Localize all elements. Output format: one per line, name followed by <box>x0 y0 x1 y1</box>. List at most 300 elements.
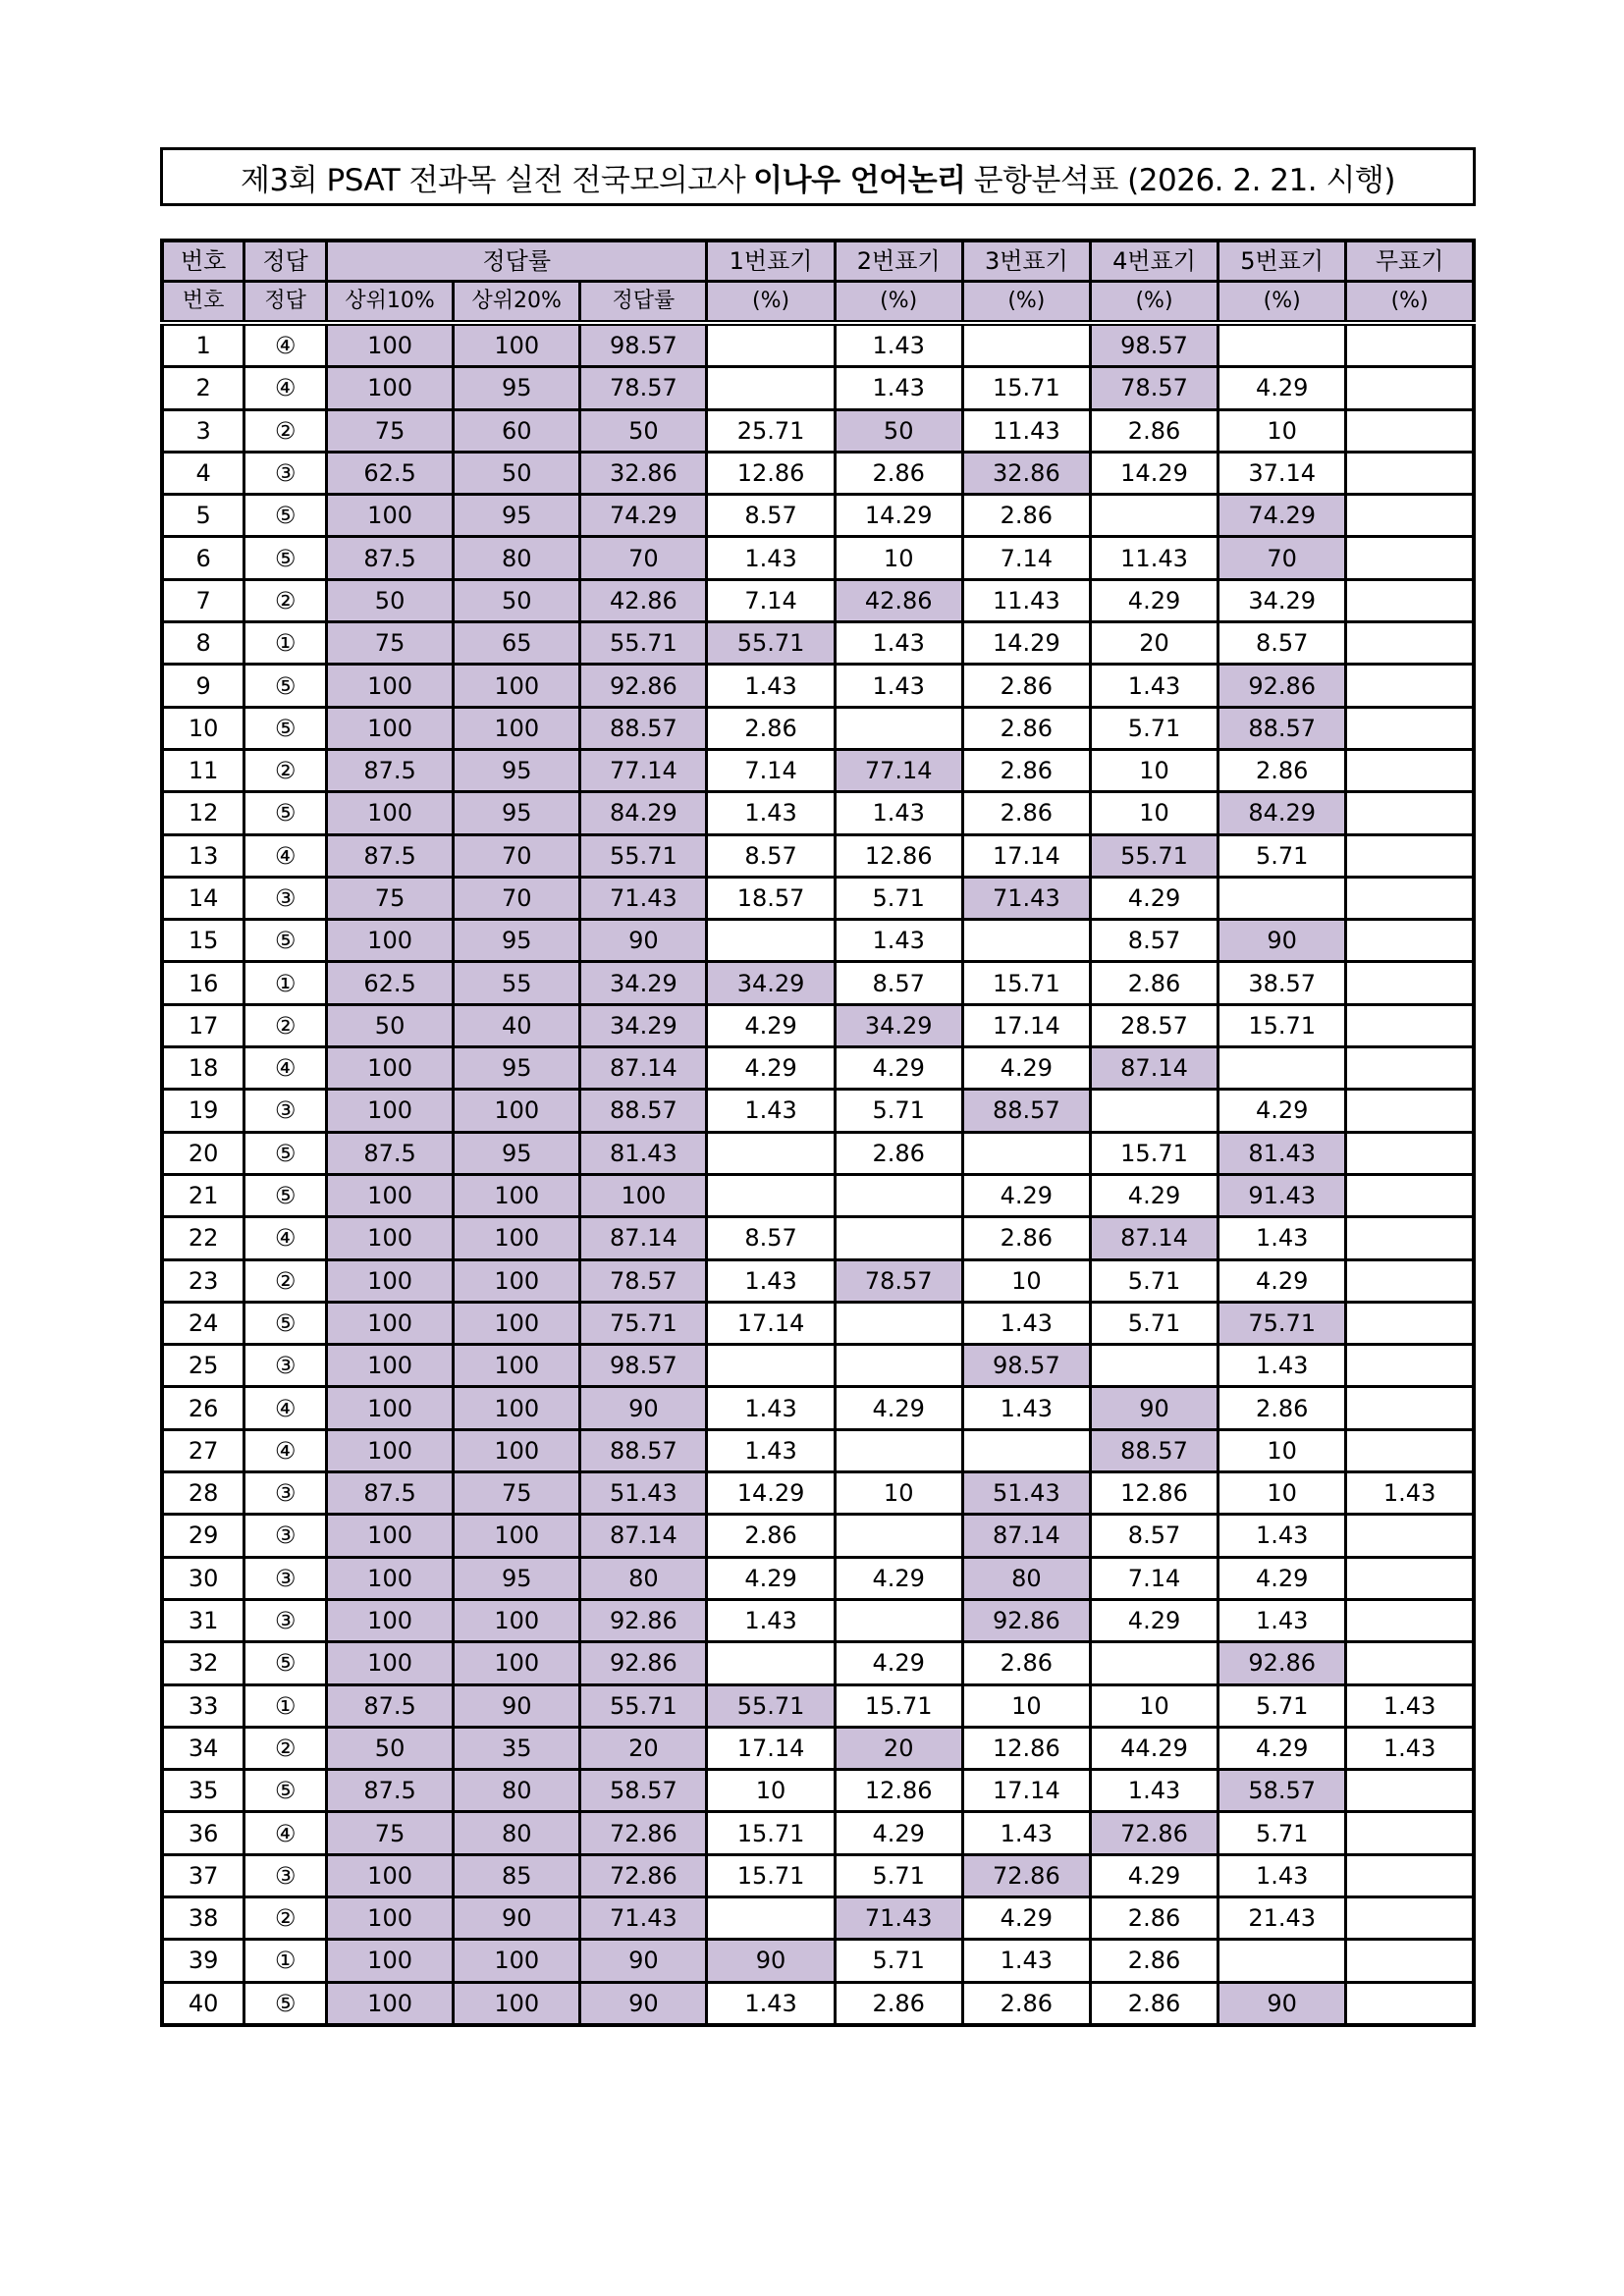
top10-rate: 87.5 <box>327 1770 454 1812</box>
top10-rate: 100 <box>327 1599 454 1641</box>
correct-answer: ⑤ <box>244 1132 327 1174</box>
choice-4-pct: 2.86 <box>1090 1940 1218 1982</box>
choice-3-pct: 87.14 <box>962 1515 1090 1557</box>
table-row <box>162 1642 1474 1684</box>
choice-5-pct: 21.43 <box>1218 1896 1346 1939</box>
choice-4-pct: 2.86 <box>1090 1896 1218 1939</box>
choice-1-pct: 17.14 <box>707 1727 835 1769</box>
choice-5-pct <box>1218 323 1346 367</box>
question-number: 21 <box>162 1174 244 1216</box>
header-no-mark-pct: (%) <box>1346 282 1474 324</box>
top20-rate: 70 <box>454 877 580 919</box>
choice-4-pct: 78.57 <box>1090 367 1218 409</box>
table-body <box>162 323 1474 2025</box>
correct-rate: 98.57 <box>580 1345 707 1387</box>
choice-3-pct: 2.86 <box>962 749 1090 791</box>
choice-4-pct: 4.29 <box>1090 1174 1218 1216</box>
question-number: 26 <box>162 1387 244 1429</box>
choice-3-pct <box>962 1429 1090 1471</box>
choice-3-pct: 2.86 <box>962 665 1090 707</box>
choice-5-pct: 92.86 <box>1218 665 1346 707</box>
top20-rate: 100 <box>454 1217 580 1259</box>
choice-3-pct: 17.14 <box>962 834 1090 877</box>
choice-2-pct: 10 <box>835 537 962 579</box>
no-mark-pct <box>1346 622 1474 665</box>
choice-5-pct: 91.43 <box>1218 1174 1346 1216</box>
question-number: 1 <box>162 323 244 367</box>
choice-1-pct <box>707 323 835 367</box>
question-number: 22 <box>162 1217 244 1259</box>
table-row <box>162 749 1474 791</box>
top20-rate: 100 <box>454 1429 580 1471</box>
top20-rate: 80 <box>454 1770 580 1812</box>
no-mark-pct <box>1346 1302 1474 1344</box>
question-number: 24 <box>162 1302 244 1344</box>
top10-rate: 100 <box>327 1940 454 1982</box>
choice-5-pct: 10 <box>1218 1472 1346 1515</box>
choice-2-pct: 34.29 <box>835 1004 962 1046</box>
choice-3-pct: 2.86 <box>962 792 1090 834</box>
no-mark-pct <box>1346 1896 1474 1939</box>
choice-4-pct: 28.57 <box>1090 1004 1218 1046</box>
table-row <box>162 834 1474 877</box>
header-choice-4-pct: (%) <box>1090 282 1218 324</box>
table-row <box>162 495 1474 537</box>
correct-rate: 78.57 <box>580 367 707 409</box>
choice-2-pct: 12.86 <box>835 1770 962 1812</box>
no-mark-pct <box>1346 579 1474 621</box>
choice-2-pct: 2.86 <box>835 1982 962 2025</box>
choice-5-pct: 92.86 <box>1218 1642 1346 1684</box>
question-number: 6 <box>162 537 244 579</box>
choice-2-pct <box>835 1217 962 1259</box>
top10-rate: 100 <box>327 665 454 707</box>
choice-3-pct: 1.43 <box>962 1302 1090 1344</box>
table-row <box>162 1302 1474 1344</box>
choice-4-pct: 87.14 <box>1090 1047 1218 1090</box>
choice-1-pct: 1.43 <box>707 1599 835 1641</box>
table-row <box>162 323 1474 367</box>
choice-4-pct: 11.43 <box>1090 537 1218 579</box>
correct-answer: ② <box>244 1259 327 1302</box>
top20-rate: 100 <box>454 1345 580 1387</box>
choice-4-pct: 98.57 <box>1090 323 1218 367</box>
choice-4-pct: 1.43 <box>1090 1770 1218 1812</box>
choice-5-pct: 84.29 <box>1218 792 1346 834</box>
correct-rate: 55.71 <box>580 1684 707 1727</box>
top20-rate: 100 <box>454 323 580 367</box>
correct-rate: 87.14 <box>580 1047 707 1090</box>
choice-3-pct: 98.57 <box>962 1345 1090 1387</box>
choice-5-pct: 74.29 <box>1218 495 1346 537</box>
choice-1-pct: 10 <box>707 1770 835 1812</box>
question-number: 14 <box>162 877 244 919</box>
no-mark-pct <box>1346 1047 1474 1090</box>
choice-3-pct: 92.86 <box>962 1599 1090 1641</box>
item-analysis-table <box>160 239 1476 2027</box>
choice-5-pct: 10 <box>1218 409 1346 452</box>
correct-answer: ② <box>244 409 327 452</box>
correct-answer: ④ <box>244 1217 327 1259</box>
correct-answer: ⑤ <box>244 792 327 834</box>
no-mark-pct: 1.43 <box>1346 1684 1474 1727</box>
choice-4-pct: 7.14 <box>1090 1557 1218 1599</box>
top10-rate: 75 <box>327 877 454 919</box>
choice-3-pct: 11.43 <box>962 579 1090 621</box>
top10-rate: 100 <box>327 707 454 749</box>
correct-rate: 71.43 <box>580 877 707 919</box>
top20-rate: 100 <box>454 1642 580 1684</box>
no-mark-pct <box>1346 1812 1474 1854</box>
top20-rate: 100 <box>454 1302 580 1344</box>
correct-answer: ③ <box>244 1515 327 1557</box>
question-number: 2 <box>162 367 244 409</box>
no-mark-pct <box>1346 1940 1474 1982</box>
top20-rate: 100 <box>454 1940 580 1982</box>
correct-rate: 77.14 <box>580 749 707 791</box>
choice-2-pct: 8.57 <box>835 962 962 1004</box>
correct-answer: ⑤ <box>244 665 327 707</box>
table-row <box>162 1429 1474 1471</box>
correct-rate: 88.57 <box>580 707 707 749</box>
correct-answer: ③ <box>244 1557 327 1599</box>
correct-rate: 84.29 <box>580 792 707 834</box>
correct-answer: ① <box>244 1684 327 1727</box>
choice-5-pct: 1.43 <box>1218 1599 1346 1641</box>
top20-rate: 100 <box>454 1982 580 2025</box>
top10-rate: 100 <box>327 1302 454 1344</box>
top20-rate: 65 <box>454 622 580 665</box>
top10-rate: 100 <box>327 495 454 537</box>
choice-1-pct: 2.86 <box>707 707 835 749</box>
top10-rate: 100 <box>327 1217 454 1259</box>
choice-1-pct: 1.43 <box>707 1982 835 2025</box>
choice-1-pct: 4.29 <box>707 1557 835 1599</box>
header-answer: 정답 <box>244 240 327 282</box>
choice-1-pct: 15.71 <box>707 1854 835 1896</box>
table-row <box>162 1854 1474 1896</box>
correct-rate: 90 <box>580 1982 707 2025</box>
choice-4-pct: 5.71 <box>1090 1259 1218 1302</box>
choice-2-pct: 78.57 <box>835 1259 962 1302</box>
question-number: 9 <box>162 665 244 707</box>
top20-rate: 100 <box>454 1259 580 1302</box>
table-row <box>162 1217 1474 1259</box>
header-choice-3-pct: (%) <box>962 282 1090 324</box>
choice-1-pct <box>707 1642 835 1684</box>
top20-rate: 100 <box>454 1387 580 1429</box>
choice-4-pct: 8.57 <box>1090 1515 1218 1557</box>
choice-3-pct: 4.29 <box>962 1896 1090 1939</box>
top20-rate: 85 <box>454 1854 580 1896</box>
top10-rate: 100 <box>327 1259 454 1302</box>
no-mark-pct <box>1346 409 1474 452</box>
choice-2-pct: 4.29 <box>835 1047 962 1090</box>
correct-rate: 78.57 <box>580 1259 707 1302</box>
choice-3-pct: 10 <box>962 1259 1090 1302</box>
choice-3-pct: 2.86 <box>962 707 1090 749</box>
no-mark-pct <box>1346 749 1474 791</box>
choice-3-pct: 15.71 <box>962 367 1090 409</box>
choice-3-pct: 17.14 <box>962 1770 1090 1812</box>
top20-rate: 50 <box>454 579 580 621</box>
choice-4-pct <box>1090 495 1218 537</box>
choice-2-pct <box>835 707 962 749</box>
question-number: 29 <box>162 1515 244 1557</box>
choice-2-pct: 77.14 <box>835 749 962 791</box>
top20-rate: 100 <box>454 665 580 707</box>
choice-4-pct: 90 <box>1090 1387 1218 1429</box>
top10-rate: 62.5 <box>327 962 454 1004</box>
no-mark-pct: 1.43 <box>1346 1727 1474 1769</box>
question-number: 27 <box>162 1429 244 1471</box>
correct-answer: ② <box>244 749 327 791</box>
correct-answer: ④ <box>244 367 327 409</box>
choice-2-pct: 14.29 <box>835 495 962 537</box>
question-number: 40 <box>162 1982 244 2025</box>
choice-5-pct: 15.71 <box>1218 1004 1346 1046</box>
correct-answer: ③ <box>244 1090 327 1132</box>
top10-rate: 100 <box>327 323 454 367</box>
table-row <box>162 1896 1474 1939</box>
table-row <box>162 877 1474 919</box>
table-row <box>162 1727 1474 1769</box>
table-row <box>162 1387 1474 1429</box>
choice-4-pct: 1.43 <box>1090 665 1218 707</box>
correct-rate: 88.57 <box>580 1429 707 1471</box>
choice-3-pct: 1.43 <box>962 1812 1090 1854</box>
choice-4-pct: 4.29 <box>1090 1854 1218 1896</box>
correct-answer: ③ <box>244 1345 327 1387</box>
choice-1-pct: 1.43 <box>707 1429 835 1471</box>
top20-rate: 80 <box>454 537 580 579</box>
choice-3-pct: 10 <box>962 1684 1090 1727</box>
title-subject: 이나우 언어논리 <box>753 162 966 198</box>
choice-5-pct: 81.43 <box>1218 1132 1346 1174</box>
correct-answer: ⑤ <box>244 495 327 537</box>
top20-rate: 40 <box>454 1004 580 1046</box>
table-row <box>162 707 1474 749</box>
table-row <box>162 1090 1474 1132</box>
choice-4-pct <box>1090 1090 1218 1132</box>
choice-3-pct: 1.43 <box>962 1940 1090 1982</box>
correct-answer: ④ <box>244 834 327 877</box>
correct-rate: 80 <box>580 1557 707 1599</box>
header-choice-1-pct: (%) <box>707 282 835 324</box>
choice-5-pct: 4.29 <box>1218 1090 1346 1132</box>
choice-3-pct: 12.86 <box>962 1727 1090 1769</box>
correct-answer: ③ <box>244 1599 327 1641</box>
choice-3-pct: 51.43 <box>962 1472 1090 1515</box>
no-mark-pct <box>1346 1217 1474 1259</box>
choice-1-pct: 18.57 <box>707 877 835 919</box>
correct-answer: ② <box>244 1896 327 1939</box>
choice-4-pct: 87.14 <box>1090 1217 1218 1259</box>
choice-4-pct: 10 <box>1090 1684 1218 1727</box>
correct-rate: 74.29 <box>580 495 707 537</box>
top20-rate: 95 <box>454 495 580 537</box>
top10-rate: 75 <box>327 409 454 452</box>
choice-4-pct: 4.29 <box>1090 1599 1218 1641</box>
table-row <box>162 1812 1474 1854</box>
correct-answer: ⑤ <box>244 1770 327 1812</box>
choice-4-pct: 88.57 <box>1090 1429 1218 1471</box>
header-no-mark: 무표기 <box>1346 240 1474 282</box>
choice-4-pct: 5.71 <box>1090 707 1218 749</box>
choice-4-pct: 2.86 <box>1090 1982 1218 2025</box>
question-number: 5 <box>162 495 244 537</box>
header-choice-3: 3번표기 <box>962 240 1090 282</box>
choice-1-pct: 15.71 <box>707 1812 835 1854</box>
top20-rate: 55 <box>454 962 580 1004</box>
question-number: 38 <box>162 1896 244 1939</box>
correct-rate: 87.14 <box>580 1515 707 1557</box>
header-choice-4: 4번표기 <box>1090 240 1218 282</box>
choice-1-pct: 1.43 <box>707 1259 835 1302</box>
correct-rate: 51.43 <box>580 1472 707 1515</box>
correct-answer: ③ <box>244 452 327 494</box>
choice-3-pct <box>962 1132 1090 1174</box>
correct-rate: 34.29 <box>580 962 707 1004</box>
choice-2-pct <box>835 1302 962 1344</box>
top20-rate: 80 <box>454 1812 580 1854</box>
correct-rate: 98.57 <box>580 323 707 367</box>
no-mark-pct <box>1346 1429 1474 1471</box>
choice-3-pct: 88.57 <box>962 1090 1090 1132</box>
no-mark-pct <box>1346 1770 1474 1812</box>
choice-5-pct: 8.57 <box>1218 622 1346 665</box>
correct-rate: 55.71 <box>580 834 707 877</box>
choice-5-pct: 90 <box>1218 920 1346 962</box>
header-top10: 상위10% <box>327 282 454 324</box>
header-number: 번호 <box>162 240 244 282</box>
table-row <box>162 367 1474 409</box>
choice-3-pct: 1.43 <box>962 1387 1090 1429</box>
question-number: 17 <box>162 1004 244 1046</box>
question-number: 34 <box>162 1727 244 1769</box>
choice-1-pct: 55.71 <box>707 622 835 665</box>
choice-3-pct: 2.86 <box>962 1642 1090 1684</box>
table-row <box>162 1004 1474 1046</box>
choice-2-pct: 1.43 <box>835 323 962 367</box>
top10-rate: 100 <box>327 1515 454 1557</box>
no-mark-pct <box>1346 452 1474 494</box>
table-row <box>162 1174 1474 1216</box>
correct-answer: ② <box>244 1004 327 1046</box>
no-mark-pct <box>1346 792 1474 834</box>
choice-2-pct <box>835 1345 962 1387</box>
no-mark-pct <box>1346 1090 1474 1132</box>
choice-2-pct <box>835 1515 962 1557</box>
top20-rate: 100 <box>454 1515 580 1557</box>
choice-2-pct <box>835 1599 962 1641</box>
top20-rate: 90 <box>454 1684 580 1727</box>
choice-3-pct: 4.29 <box>962 1047 1090 1090</box>
choice-1-pct: 1.43 <box>707 1387 835 1429</box>
top10-rate: 87.5 <box>327 834 454 877</box>
correct-answer: ① <box>244 1940 327 1982</box>
no-mark-pct <box>1346 1345 1474 1387</box>
top20-rate: 60 <box>454 409 580 452</box>
choice-1-pct <box>707 1132 835 1174</box>
choice-4-pct: 8.57 <box>1090 920 1218 962</box>
choice-2-pct: 12.86 <box>835 834 962 877</box>
top20-rate: 95 <box>454 1557 580 1599</box>
choice-5-pct: 58.57 <box>1218 1770 1346 1812</box>
top10-rate: 100 <box>327 1982 454 2025</box>
question-number: 7 <box>162 579 244 621</box>
no-mark-pct <box>1346 1642 1474 1684</box>
correct-rate: 81.43 <box>580 1132 707 1174</box>
question-number: 19 <box>162 1090 244 1132</box>
top10-rate: 100 <box>327 1345 454 1387</box>
no-mark-pct <box>1346 877 1474 919</box>
choice-4-pct: 5.71 <box>1090 1302 1218 1344</box>
choice-4-pct: 44.29 <box>1090 1727 1218 1769</box>
choice-4-pct: 12.86 <box>1090 1472 1218 1515</box>
choice-5-pct: 37.14 <box>1218 452 1346 494</box>
question-number: 31 <box>162 1599 244 1641</box>
choice-3-pct: 17.14 <box>962 1004 1090 1046</box>
question-number: 8 <box>162 622 244 665</box>
question-number: 39 <box>162 1940 244 1982</box>
choice-5-pct: 2.86 <box>1218 749 1346 791</box>
no-mark-pct <box>1346 1854 1474 1896</box>
choice-5-pct: 4.29 <box>1218 1557 1346 1599</box>
top10-rate: 100 <box>327 1896 454 1939</box>
question-number: 20 <box>162 1132 244 1174</box>
choice-1-pct: 8.57 <box>707 495 835 537</box>
question-number: 11 <box>162 749 244 791</box>
choice-3-pct: 2.86 <box>962 1982 1090 2025</box>
choice-3-pct <box>962 920 1090 962</box>
top20-rate: 100 <box>454 1174 580 1216</box>
choice-4-pct: 72.86 <box>1090 1812 1218 1854</box>
table-row <box>162 1770 1474 1812</box>
header-choice-5-pct: (%) <box>1218 282 1346 324</box>
choice-1-pct: 7.14 <box>707 579 835 621</box>
correct-rate: 58.57 <box>580 1770 707 1812</box>
correct-answer: ③ <box>244 877 327 919</box>
choice-2-pct: 1.43 <box>835 622 962 665</box>
choice-3-pct: 4.29 <box>962 1174 1090 1216</box>
choice-1-pct: 17.14 <box>707 1302 835 1344</box>
correct-answer: ④ <box>244 1429 327 1471</box>
correct-rate: 90 <box>580 920 707 962</box>
table-row <box>162 1515 1474 1557</box>
choice-2-pct: 1.43 <box>835 920 962 962</box>
question-number: 13 <box>162 834 244 877</box>
no-mark-pct: 1.43 <box>1346 1472 1474 1515</box>
top10-rate: 50 <box>327 1727 454 1769</box>
choice-4-pct: 2.86 <box>1090 962 1218 1004</box>
choice-5-pct <box>1218 1047 1346 1090</box>
choice-5-pct: 88.57 <box>1218 707 1346 749</box>
top10-rate: 100 <box>327 1174 454 1216</box>
correct-answer: ⑤ <box>244 1174 327 1216</box>
correct-answer: ④ <box>244 1812 327 1854</box>
choice-1-pct: 14.29 <box>707 1472 835 1515</box>
choice-1-pct: 7.14 <box>707 749 835 791</box>
choice-2-pct: 71.43 <box>835 1896 962 1939</box>
top20-rate: 100 <box>454 707 580 749</box>
choice-1-pct: 34.29 <box>707 962 835 1004</box>
correct-answer: ④ <box>244 323 327 367</box>
choice-2-pct: 10 <box>835 1472 962 1515</box>
choice-1-pct: 4.29 <box>707 1004 835 1046</box>
question-number: 15 <box>162 920 244 962</box>
title-suffix: 문항분석표 (2026. 2. 21. 시행) <box>973 162 1395 198</box>
